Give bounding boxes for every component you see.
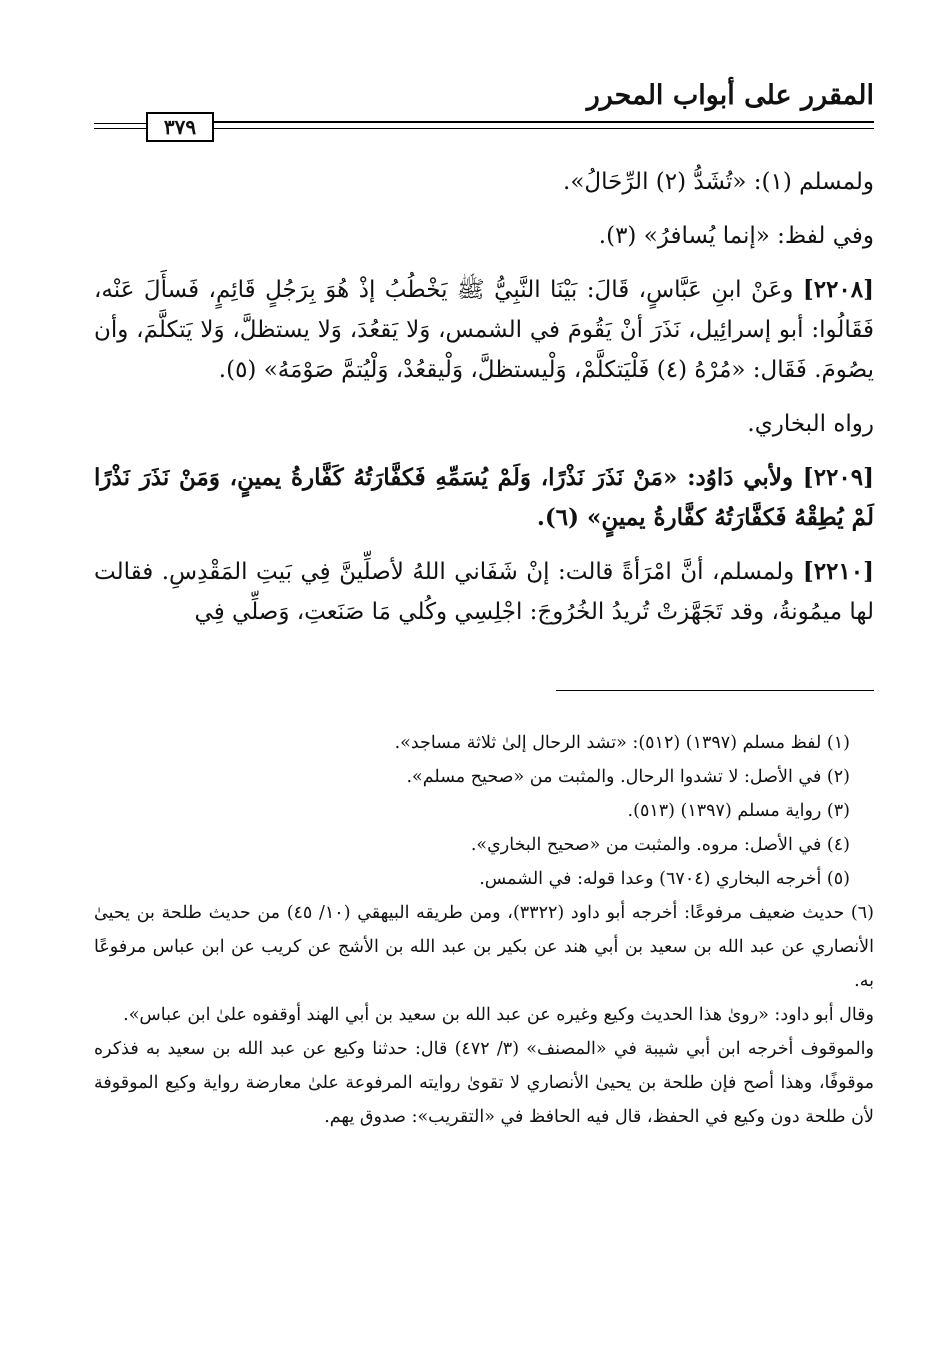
footnote-1: (١) لفظ مسلم (١٣٩٧) (٥١٢): «تشد الرحال إلىٰ ثلاثة مساجد». — [394, 733, 850, 753]
header-rule-left-bottom — [94, 128, 146, 129]
footnote-4: (٤) في الأصل: مروه. والمثبت من «صحيح البخاري». — [470, 835, 850, 855]
footnote-6: (٦) حديث ضعيف مرفوعًا: أخرجه أبو داود (٣٣٢٢)، ومن طريقه البيهقي (١٠/ ٤٥) من حديث طلحة بن يحيىٰ الأنصاري عن عبد الله بن سعيد بن أبي هند عن بكير بن عبد الله بن الأشج عن كريب عن ابن عباس مرفوعًا به. — [94, 903, 874, 991]
running-title: المقرر على أبواب المحرر — [586, 80, 874, 111]
hadith-text: ولأبي دَاوُد: «مَنْ نَذَرَ نَذْرًا، وَلَمْ يُسَمِّهِ فَكفَّارَتُهُ كَفَّارةُ يمينٍ، وَمَنْ نَذَرَ نَذْرًا لَمْ يُطِقْهُ فَكفَّارَتُهُ كفَّارةُ يمينٍ» (٦). — [94, 464, 874, 531]
page-header — [94, 80, 874, 142]
commentary-mawquf: والموقوف أخرجه ابن أبي شيبة في «المصنف» (٣/ ٤٧٢) قال: حدثنا وكيع عن عبد الله بن سعيد به فذكره موقوفًا، وهذا أصح فإن طلحة بن يحيىٰ الأنصاري لا تقوىٰ روايته المرفوعة علىٰ معارضة رواية وكيع الموقوفة لأن طلحة دون وكيع في الحفظ، قال فيه الحافظ في «التقريب»: صدوق يهم. — [94, 1039, 874, 1127]
hadith-2209 — [94, 458, 874, 538]
hadith-text: وعَنْ ابنِ عَبَّاسٍ، قَالَ: بَيْنَا النَّبِيُّ ﷺ يَخْطُبُ إذْ هُوَ بِرَجُلٍ قَائِمٍ، فَسأَلَ عَنْه، فَقَالُوا: أبو إسرائِيل، نَذَرَ أنْ يَقُومَ في الشمس، وَلا يَقعُدَ، وَلا يستظلَّ، وَلا يَتكلَّمَ، وأن يصُومَ. فَقَال: «مُرْهُ (٤) فَلْيَتكلَّمْ، وَلْيستظلَّ، وَلْيقعُدْ، وَلْيُتمَّ صَوْمَهُ» (٥). — [94, 277, 874, 383]
hadith-number: [٢٢١٠] — [802, 558, 875, 585]
hadith-text: ولمسلم، أنَّ امْرَأةً قالت: إنْ شَفَاني اللهُ لأصلِّينَّ فِي بَيتِ المَقْدِسِ. فقالت لها ميمُونةُ، وقد تَجَهَّزتْ تُريدُ الخُرُوجَ: اجْلِسِي وكُلي مَا صَنَعتِ، وَصلِّي فِي — [94, 559, 874, 625]
header-rule-bottom — [212, 128, 874, 129]
hadith-2210 — [94, 552, 874, 632]
paragraph-attribution: رواه البخاري. — [747, 411, 874, 437]
hadith-number: [٢٢٠٨] — [802, 276, 875, 303]
header-rule-left-top — [94, 123, 146, 124]
page-number: ٣٧٩ — [146, 112, 214, 142]
header-rule-top — [212, 121, 874, 123]
hadith-2208 — [94, 270, 874, 390]
footnote-3: (٣) رواية مسلم (١٣٩٧) (٥١٣). — [627, 801, 850, 821]
commentary-abu-dawud: وقال أبو داود: «روىٰ هذا الحديث وكيع وغيره عن عبد الله بن سعيد بن أبي الهند أوقفوه علىٰ ابن عباس». — [123, 1005, 874, 1025]
hadith-number: [٢٢٠٩] — [802, 464, 874, 491]
footnote-separator — [556, 690, 874, 691]
footnotes — [94, 726, 874, 1134]
paragraph-muslim-wording: ولمسلم (١): «تُشَدُّ (٢) الرِّحَالُ». — [563, 169, 874, 195]
main-text — [94, 162, 874, 646]
paragraph-alternate-wording: وفي لفظ: «إنما يُسافرُ» (٣). — [598, 223, 874, 249]
footnote-2: (٢) في الأصل: لا تشدوا الرحال. والمثبت من «صحيح مسلم». — [406, 767, 850, 787]
footnote-5: (٥) أخرجه البخاري (٦٧٠٤) وعدا قوله: في الشمس. — [479, 869, 850, 889]
